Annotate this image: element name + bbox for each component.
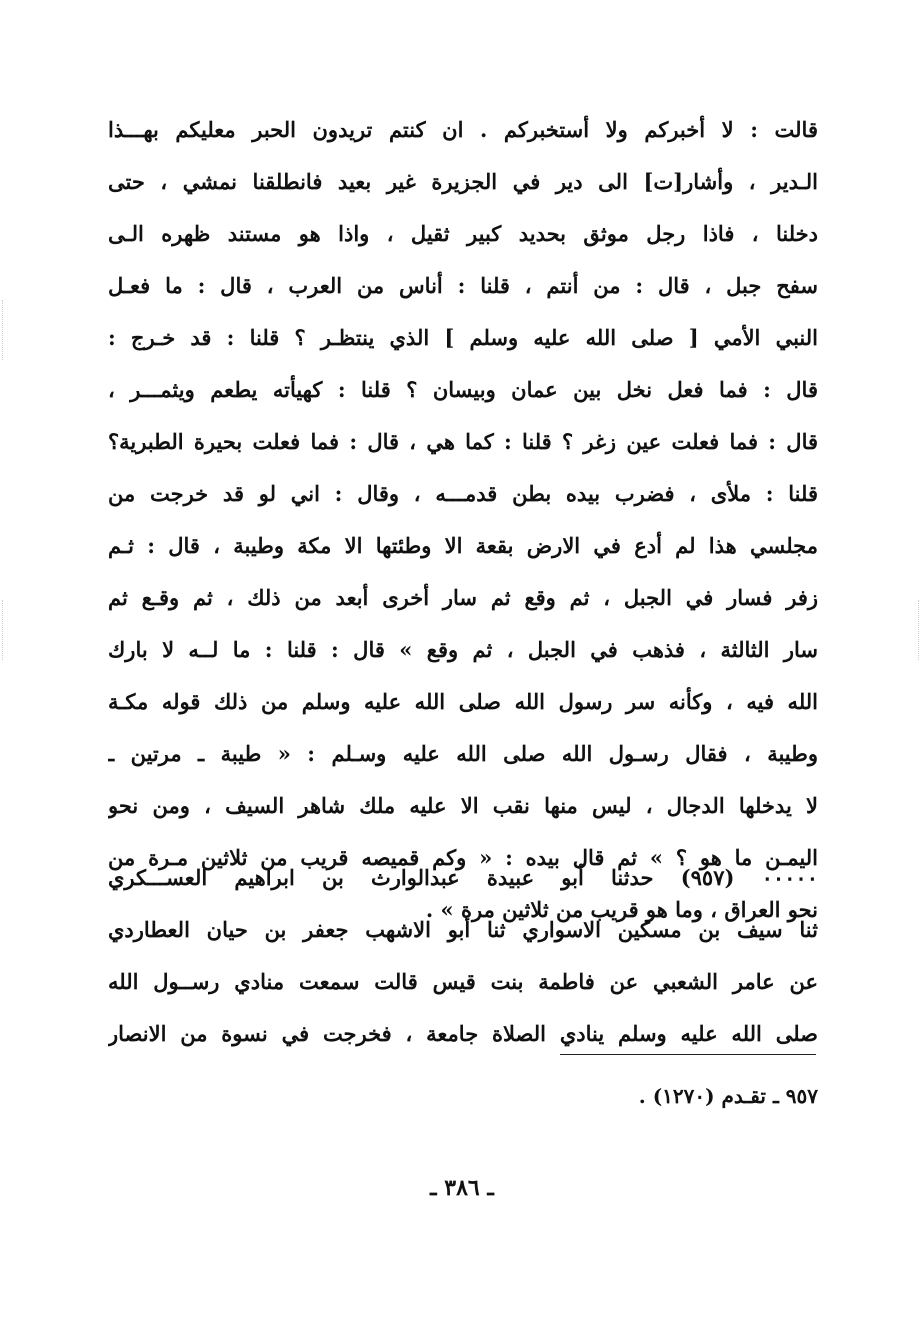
text-line: نحو العراق ، وما هو قريب من ثلاثين مرة » . — [425, 897, 818, 922]
right-margin-mark — [918, 600, 919, 660]
text-line: سفح جبل ، قال : من أنتم ، قلنا : أناس من العرب ، قال : ما فعـل — [108, 273, 818, 298]
text-line: قلنا : ملأى ، فضرب بيده بطن قدمـــه ، وقال : اني لو قد خرجت من — [108, 481, 818, 506]
text-line: وطيبة ، فقال رسـول الله صلى الله عليه وسـلم : « طيبة ـ مرتين ـ — [108, 741, 818, 766]
text-line: اليمـن ما هو ؟ » ثم قال بيده : « وكم قميصه قريب من ثلاثين مـرة من — [108, 845, 818, 870]
text-line: الله فيه ، وكأنه سر رسول الله صلى الله عليه وسلم من ذلك قوله مكـة — [108, 689, 818, 714]
text-line: ثنا سيف بن مسكين الاسواري ثنا أبو الاشهب جعفر بن حيان العطاردي — [108, 917, 818, 942]
left-margin-mark — [2, 600, 3, 660]
text-line: لا يدخلها الدجال ، ليس منها نقب الا عليه ملك شاهر السيف ، ومن نحو — [108, 793, 818, 818]
hadith-paragraph — [108, 852, 818, 1060]
text-line: قال : فما فعلت عين زغر ؟ قلنا : كما هي ، قال : فما فعلت بحيرة الطبرية؟ — [108, 429, 818, 454]
text-line: عن عامر الشعبي عن فاطمة بنت قيس قالت سمعت منادي رســول الله — [108, 969, 818, 994]
text-line: النبي الأمي [ صلى الله عليه وسلم ] الذي ينتظـر ؟ قلنا : قد خـرج : — [108, 325, 818, 350]
text-line: زفر فسار في الجبل ، ثم وقع ثم سار أخرى أبعد من ذلك ، ثم وقـع ثم — [108, 585, 818, 610]
text-line: ٠٠٠٠٠ (٩٥٧) حدثنا أبو عبيدة عبدالوارث بن ابراهيم العســـكري — [108, 865, 818, 890]
text-line: سار الثالثة ، فذهب في الجبل ، ثم وقع » قال : قلنا : ما لــه لا بارك — [108, 637, 818, 662]
text-line: قالت : لا أخبركم ولا أستخبركم . ان كنتم تريدون الحبر معليكم بهـــذا — [108, 117, 818, 142]
footnote: ٩٥٧ ـ تقـدم (١٢٧٠) . — [638, 1084, 818, 1108]
text-line: مجلسي هذا لم أدع في الارض بقعة الا وطئتها الا مكة وطيبة ، قال : ثـم — [108, 533, 818, 558]
text-line: دخلنا ، فاذا رجل موثق بحديد كبير ثقيل ، واذا هو مستند ظهره الـى — [108, 221, 818, 246]
footnote-divider — [560, 1054, 816, 1055]
main-paragraph — [108, 104, 818, 936]
page-number: ـ ٣٨٦ ـ — [430, 1175, 494, 1201]
text-line: الـدير ، وأشار[ت] الى دير في الجزيرة غير بعيد فانطلقنا نمشي ، حتى — [108, 169, 818, 194]
text-line: صلى الله عليه وسلم ينادي الصلاة جامعة ، فخرجت في نسوة من الانصار — [108, 1021, 818, 1046]
left-margin-mark — [2, 300, 3, 360]
text-line: قال : فما فعل نخل بين عمان وبيسان ؟ قلنا : كهيأته يطعم ويثمـــر ، — [108, 377, 818, 402]
